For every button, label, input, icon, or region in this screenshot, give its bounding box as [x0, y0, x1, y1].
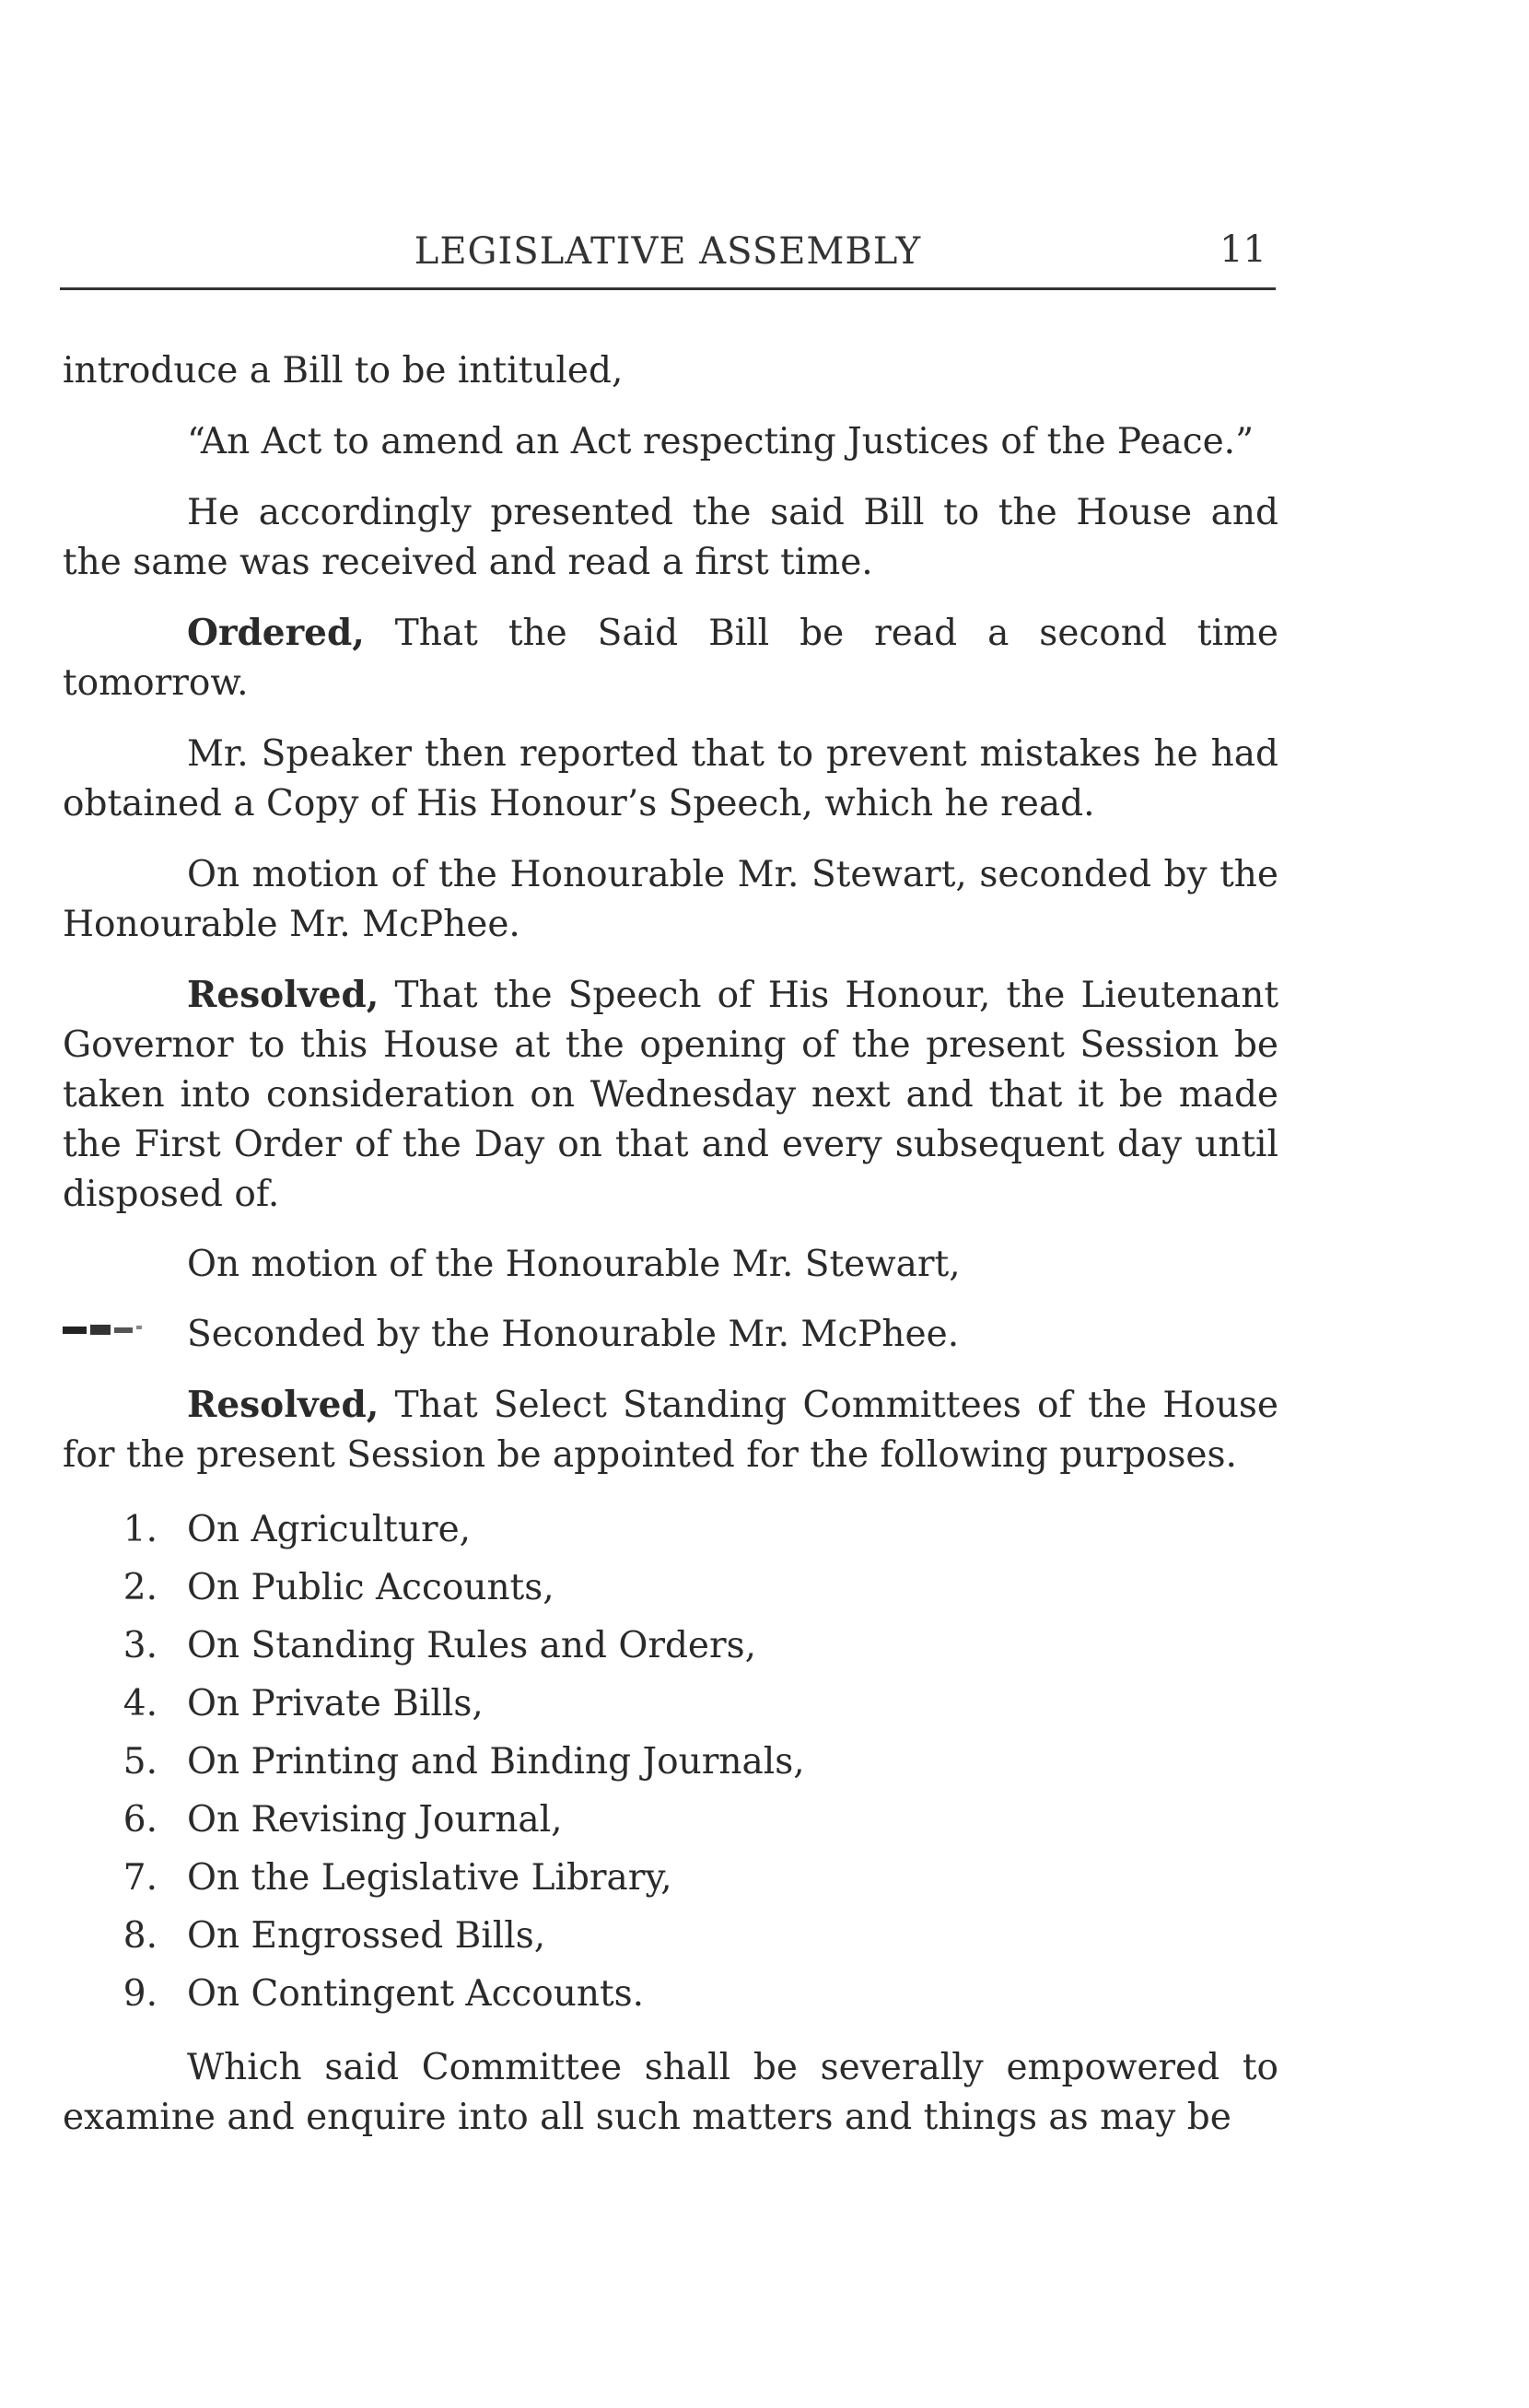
paragraph-resolved-committees — [63, 1380, 1278, 1480]
resolved-lead: Resolved, — [187, 974, 379, 1016]
list-item — [63, 1965, 1278, 2023]
list-item — [63, 1733, 1278, 1791]
list-item-number: 5. — [123, 1741, 158, 1783]
paragraph-text: On motion of the Honourable Mr. Stewart, seconded by the Honourable Mr. McPhee. — [63, 854, 1278, 945]
list-item-text: On Printing and Binding Journals, — [187, 1741, 805, 1783]
paragraph-continuation — [63, 345, 1278, 396]
list-item-text: On Engrossed Bills, — [187, 1915, 546, 1957]
list-item-text: On Agriculture, — [187, 1509, 472, 1550]
list-item-text: On the Legislative Library, — [187, 1857, 672, 1899]
paragraph-resolved-speech — [63, 970, 1278, 1220]
paragraph-ordered — [63, 608, 1278, 708]
paragraph-text: He accordingly presented the said Bill to the House and the same was received and read a first time. — [63, 492, 1278, 583]
paragraph-text: That Select Standing Committees of the House for the present Session be appointed for the following purposes. — [63, 1385, 1278, 1476]
ordered-lead: Ordered, — [187, 612, 365, 654]
list-item-number: 7. — [123, 1857, 158, 1899]
paragraph-text: “An Act to amend an Act respecting Justices of the Peace.” — [187, 421, 1255, 462]
list-item — [63, 1617, 1278, 1675]
list-item — [63, 1907, 1278, 1965]
committee-list — [63, 1501, 1278, 2023]
motion-line: On motion of the Honourable Mr. Stewart, — [187, 1244, 961, 1285]
paragraph-motion — [63, 849, 1278, 950]
list-item — [63, 1501, 1278, 1559]
list-item — [63, 1849, 1278, 1907]
list-item — [63, 1791, 1278, 1849]
seconded-line: Seconded by the Honourable Mr. McPhee. — [187, 1314, 960, 1355]
list-item-number: 8. — [123, 1915, 158, 1957]
list-item-text: On Revising Journal, — [187, 1799, 563, 1841]
paragraph-text: Mr. Speaker then reported that to prevent mistakes he had obtained a Copy of His Honour’s Speech, which he read. — [63, 733, 1278, 824]
list-item-number: 6. — [123, 1799, 158, 1841]
list-item-number: 4. — [123, 1683, 158, 1724]
list-item-number: 2. — [123, 1567, 158, 1608]
list-item — [63, 1559, 1278, 1617]
page-number: 11 — [1220, 228, 1266, 271]
list-item-number: 9. — [123, 1973, 158, 2015]
list-item-text: On Private Bills, — [187, 1683, 484, 1724]
running-head-title: LEGISLATIVE ASSEMBLY — [414, 230, 922, 273]
bill-title — [63, 416, 1278, 467]
list-item — [63, 1675, 1278, 1733]
list-item-text: On Contingent Accounts. — [187, 1973, 645, 2015]
paragraph-text: That the Speech of His Honour, the Lieutenant Governor to this House at the opening of the present Session be taken into consideration on Wednesday next and that it be made the First Order of the Day on that and every subsequent day until disposed of. — [63, 975, 1278, 1215]
paragraph-text: Which said Committee shall be severally empowered to examine and enquire into all such matters and things as may be — [63, 2047, 1278, 2138]
paragraph-motion-committees — [63, 1240, 1278, 1360]
list-item-text: On Public Accounts, — [187, 1567, 554, 1608]
list-item-number: 1. — [123, 1509, 158, 1550]
paragraph-speaker — [63, 729, 1278, 829]
header-rule — [60, 287, 1276, 290]
running-head — [60, 221, 1276, 286]
list-item-number: 3. — [123, 1625, 158, 1666]
body-text — [63, 345, 1278, 2163]
list-item-text: On Standing Rules and Orders, — [187, 1625, 757, 1666]
paragraph-text: That the Said Bill be read a second time tomorrow. — [63, 613, 1278, 704]
resolved-lead: Resolved, — [187, 1384, 379, 1426]
paragraph-closing — [63, 2043, 1278, 2143]
paragraph-presented — [63, 487, 1278, 588]
paragraph-text: introduce a Bill to be intituled, — [63, 350, 624, 392]
